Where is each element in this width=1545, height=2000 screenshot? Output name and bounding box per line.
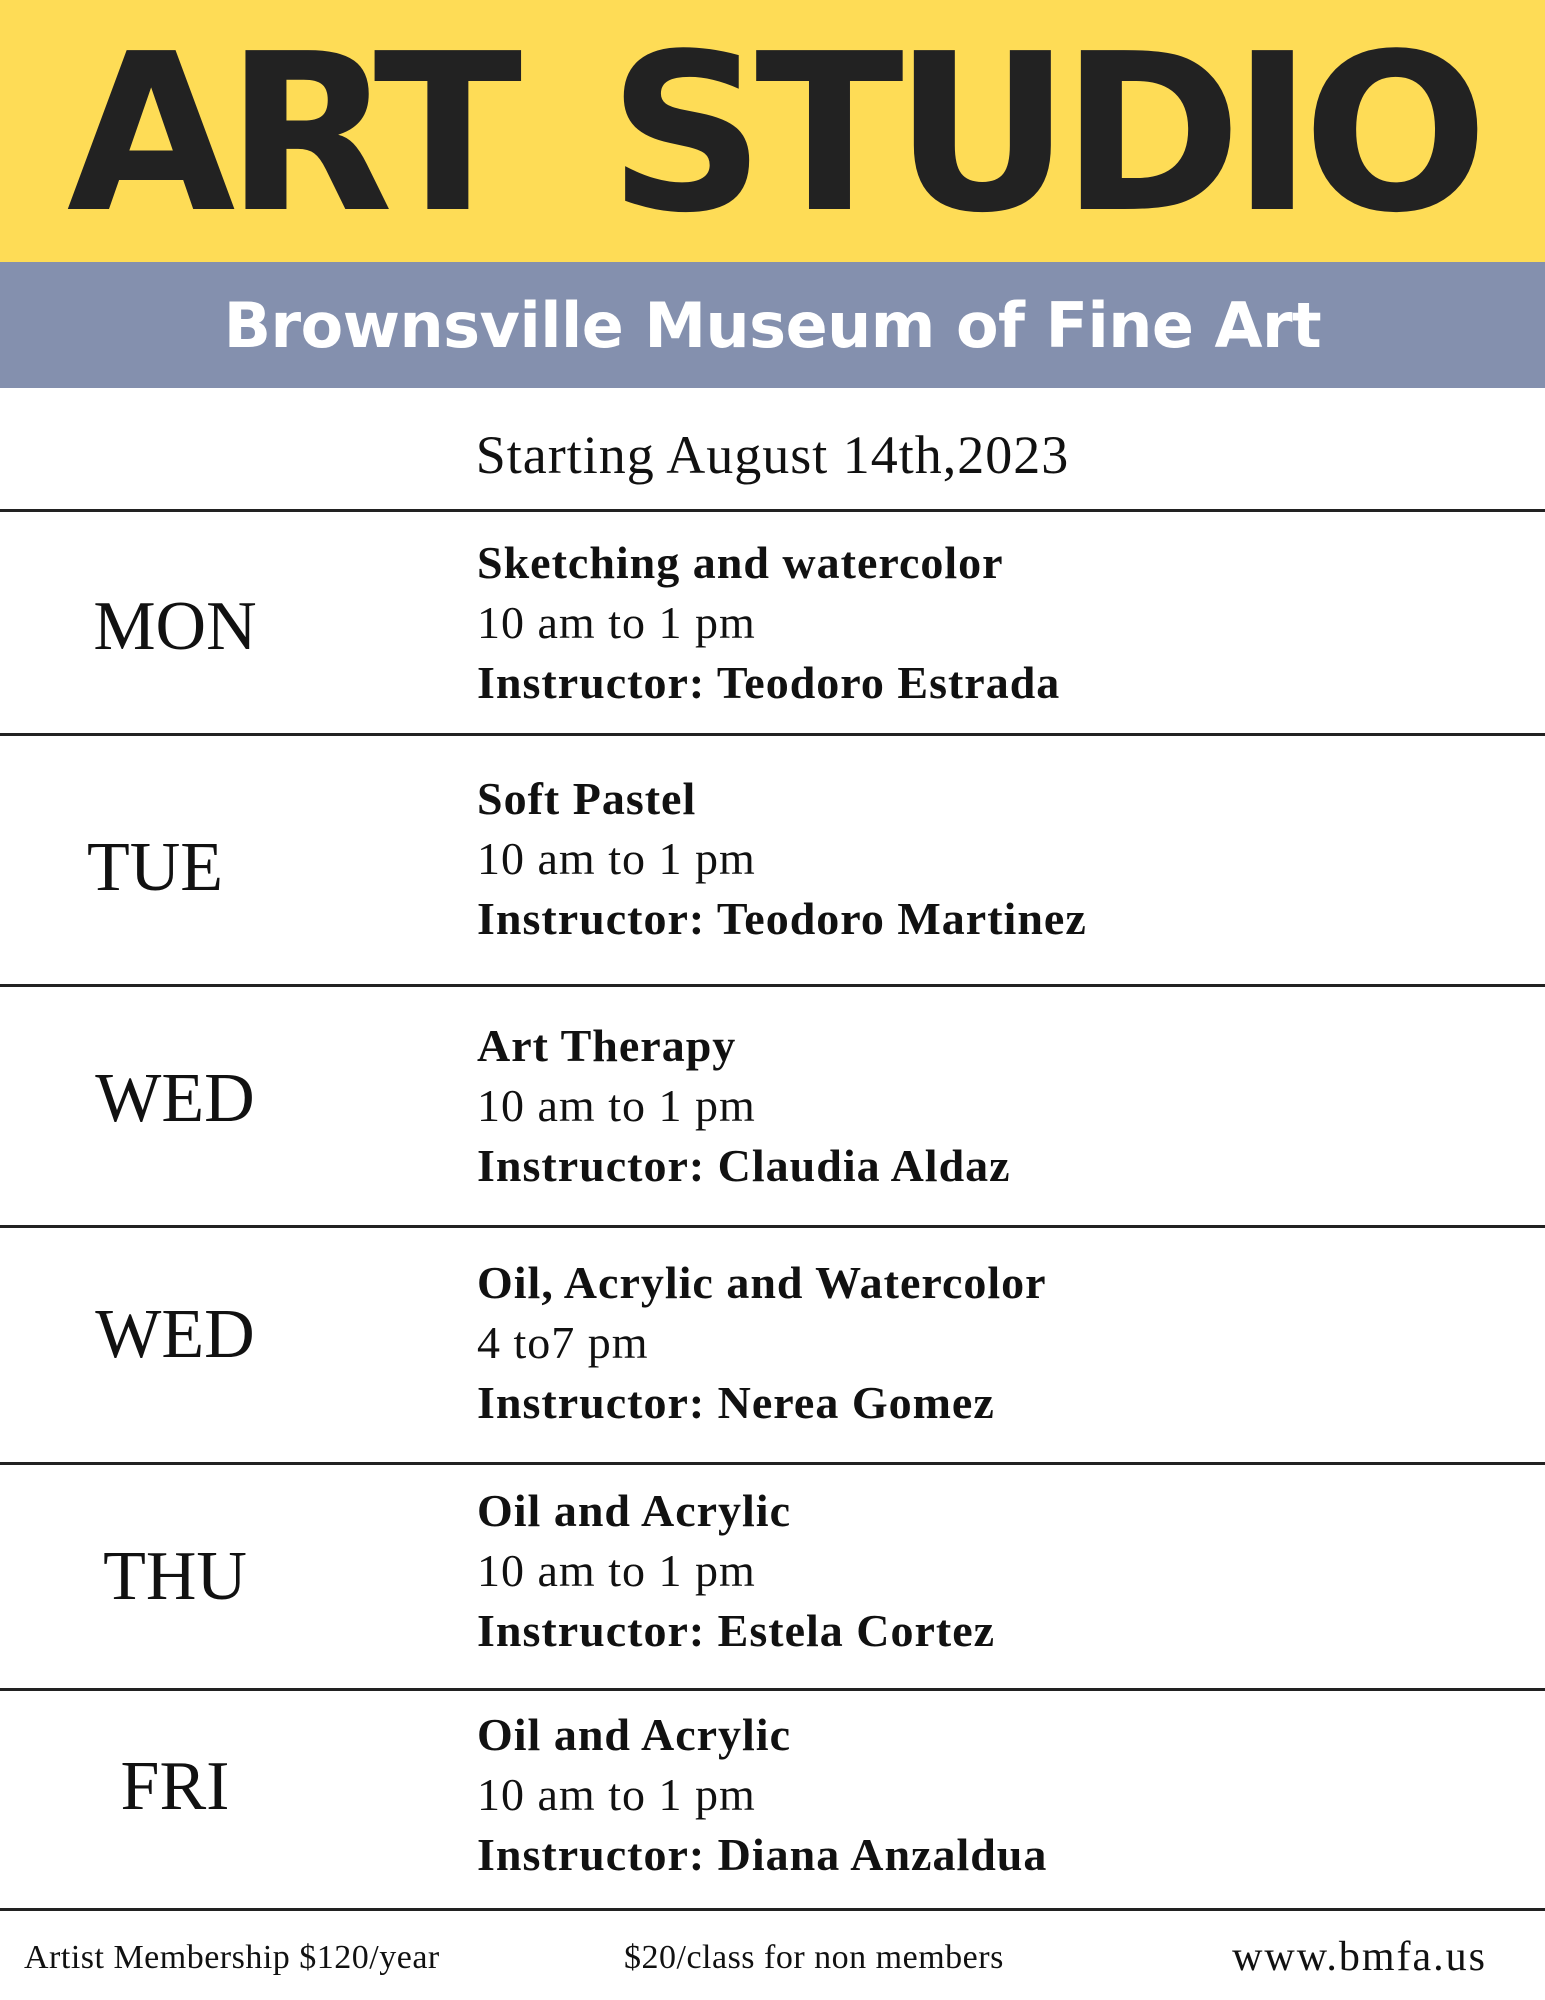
- schedule-row-wed: [477, 1016, 1517, 1196]
- divider: [0, 509, 1545, 512]
- day-label-wed-evening: WED: [95, 1296, 255, 1373]
- schedule-row-fri: [477, 1705, 1517, 1885]
- class-name: Art Therapy: [477, 1020, 737, 1071]
- class-name: Soft Pastel: [477, 773, 697, 824]
- class-instructor: Instructor: Claudia Aldaz: [477, 1140, 1011, 1191]
- website-link[interactable]: www.bmfa.us: [1232, 1934, 1487, 1980]
- non-member-price: $20/class for non members: [624, 1939, 1004, 1976]
- class-name: Oil, Acrylic and Watercolor: [477, 1257, 1047, 1308]
- class-time: 10 am to 1 pm: [477, 1769, 756, 1820]
- divider: [0, 1225, 1545, 1228]
- divider: [0, 733, 1545, 736]
- page-title: ART STUDIO: [66, 8, 1479, 261]
- start-date: Starting August 14th,2023: [475, 425, 1070, 485]
- class-instructor: Instructor: Nerea Gomez: [477, 1377, 995, 1428]
- day-label-tue: TUE: [86, 829, 224, 906]
- class-instructor: Instructor: Estela Cortez: [477, 1605, 996, 1656]
- class-time: 10 am to 1 pm: [477, 597, 756, 648]
- divider: [0, 984, 1545, 987]
- class-name: Oil and Acrylic: [477, 1485, 791, 1536]
- class-time: 4 to7 pm: [477, 1317, 649, 1368]
- schedule-row-wed-evening: [477, 1253, 1517, 1433]
- day-label-fri: FRI: [120, 1748, 230, 1825]
- class-time: 10 am to 1 pm: [477, 1545, 756, 1596]
- class-instructor: Instructor: Diana Anzaldua: [477, 1829, 1048, 1880]
- schedule-row-tue: [477, 769, 1517, 949]
- museum-name: Brownsville Museum of Fine Art: [223, 288, 1322, 362]
- divider: [0, 1462, 1545, 1465]
- class-name: Oil and Acrylic: [477, 1709, 791, 1760]
- day-label-thu: THU: [103, 1538, 247, 1615]
- divider: [0, 1908, 1545, 1911]
- schedule-row-thu: [477, 1481, 1517, 1661]
- day-label-mon: MON: [93, 588, 257, 665]
- day-label-wed: WED: [95, 1060, 255, 1137]
- class-name: Sketching and watercolor: [477, 537, 1004, 588]
- class-instructor: Instructor: Teodoro Estrada: [477, 657, 1061, 708]
- class-instructor: Instructor: Teodoro Martinez: [477, 893, 1087, 944]
- class-time: 10 am to 1 pm: [477, 833, 756, 884]
- membership-price: Artist Membership $120/year: [24, 1939, 440, 1976]
- divider: [0, 1688, 1545, 1691]
- class-time: 10 am to 1 pm: [477, 1080, 756, 1131]
- schedule-row-mon: [477, 533, 1517, 713]
